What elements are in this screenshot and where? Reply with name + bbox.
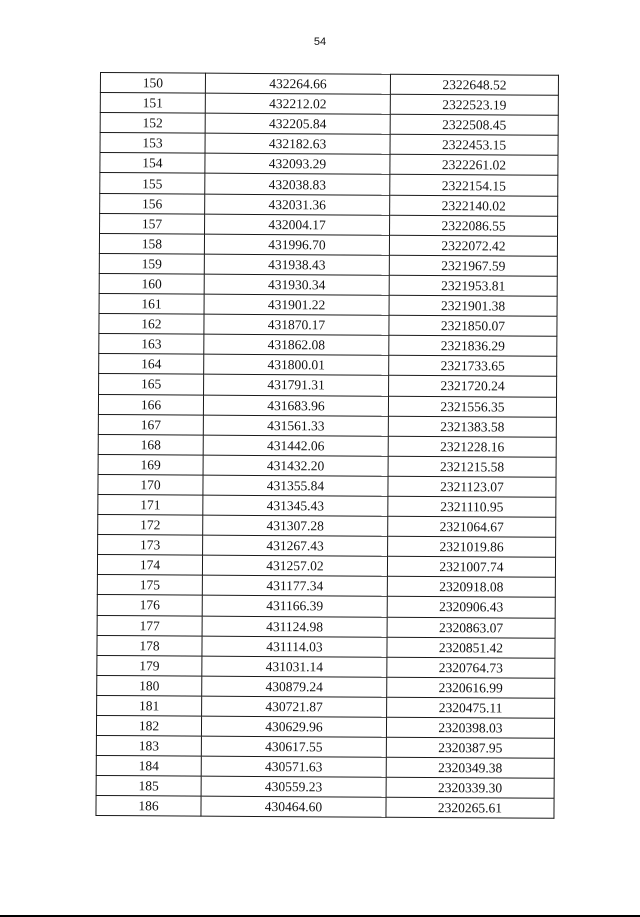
table-row bbox=[99, 253, 557, 276]
x-coordinate-cell: 432093.29 bbox=[205, 154, 390, 175]
table-row bbox=[99, 233, 557, 256]
x-coordinate-cell: 432212.02 bbox=[205, 93, 390, 114]
x-coordinate-cell: 431114.03 bbox=[202, 636, 387, 657]
y-coordinate-cell: 2321556.35 bbox=[388, 396, 556, 417]
table-row bbox=[100, 73, 558, 96]
x-coordinate-cell: 432031.36 bbox=[205, 194, 390, 215]
point-number-cell: 185 bbox=[96, 776, 201, 797]
point-number-cell: 164 bbox=[99, 354, 204, 375]
point-number-cell: 182 bbox=[96, 715, 201, 736]
point-number-cell: 168 bbox=[98, 434, 203, 455]
table-row bbox=[97, 655, 555, 678]
point-number-cell: 153 bbox=[100, 133, 205, 154]
x-coordinate-cell: 430617.55 bbox=[201, 736, 386, 757]
y-coordinate-cell: 2322453.15 bbox=[390, 135, 558, 156]
y-coordinate-cell: 2321901.38 bbox=[389, 295, 557, 316]
table-row bbox=[96, 756, 554, 779]
table-row bbox=[99, 294, 557, 317]
point-number-cell: 156 bbox=[100, 193, 205, 214]
x-coordinate-cell: 431901.22 bbox=[204, 294, 389, 315]
point-number-cell: 161 bbox=[99, 294, 204, 315]
y-coordinate-cell: 2320349.38 bbox=[386, 757, 554, 778]
point-number-cell: 173 bbox=[98, 535, 203, 556]
table-row bbox=[98, 454, 556, 477]
x-coordinate-cell: 430571.63 bbox=[201, 756, 386, 777]
table-row bbox=[98, 494, 556, 517]
coordinates-table bbox=[95, 72, 559, 819]
point-number-cell: 155 bbox=[100, 173, 205, 194]
x-coordinate-cell: 432004.17 bbox=[205, 214, 390, 235]
y-coordinate-cell: 2322648.52 bbox=[390, 74, 558, 95]
y-coordinate-cell: 2321953.81 bbox=[389, 275, 557, 296]
table-row bbox=[98, 394, 556, 417]
table-row bbox=[99, 374, 557, 397]
x-coordinate-cell: 432264.66 bbox=[205, 73, 390, 94]
x-coordinate-cell: 431031.14 bbox=[202, 656, 387, 677]
x-coordinate-cell: 431938.43 bbox=[204, 254, 389, 275]
point-number-cell: 162 bbox=[99, 314, 204, 335]
x-coordinate-cell: 431930.34 bbox=[204, 274, 389, 295]
point-number-cell: 172 bbox=[98, 515, 203, 536]
point-number-cell: 184 bbox=[96, 756, 201, 777]
table-row bbox=[97, 675, 555, 698]
y-coordinate-cell: 2321850.07 bbox=[389, 315, 557, 336]
y-coordinate-cell: 2321383.58 bbox=[388, 416, 556, 437]
point-number-cell: 181 bbox=[97, 695, 202, 716]
table-row bbox=[96, 776, 554, 799]
table-row bbox=[98, 414, 556, 437]
y-coordinate-cell: 2320851.42 bbox=[387, 637, 555, 658]
table-row bbox=[100, 173, 558, 196]
table-row bbox=[100, 193, 558, 216]
x-coordinate-cell: 430464.60 bbox=[201, 797, 386, 818]
table-row bbox=[99, 273, 557, 296]
x-coordinate-cell: 431996.70 bbox=[204, 234, 389, 255]
table-row bbox=[99, 334, 557, 357]
x-coordinate-cell: 431307.28 bbox=[203, 515, 388, 536]
point-number-cell: 175 bbox=[97, 575, 202, 596]
coordinates-table-container bbox=[95, 72, 559, 819]
x-coordinate-cell: 431166.39 bbox=[202, 596, 387, 617]
y-coordinate-cell: 2321720.24 bbox=[389, 376, 557, 397]
table-row bbox=[100, 153, 558, 176]
point-number-cell: 150 bbox=[100, 73, 205, 94]
y-coordinate-cell: 2322261.02 bbox=[390, 155, 558, 176]
point-number-cell: 165 bbox=[99, 374, 204, 395]
point-number-cell: 171 bbox=[98, 494, 203, 515]
y-coordinate-cell: 2321019.86 bbox=[388, 536, 556, 557]
table-row bbox=[100, 113, 558, 136]
point-number-cell: 167 bbox=[98, 414, 203, 435]
point-number-cell: 174 bbox=[97, 555, 202, 576]
table-row bbox=[97, 575, 555, 598]
table-row bbox=[100, 213, 558, 236]
y-coordinate-cell: 2322523.19 bbox=[390, 94, 558, 115]
point-number-cell: 154 bbox=[100, 153, 205, 174]
point-number-cell: 163 bbox=[99, 334, 204, 355]
table-row bbox=[96, 736, 554, 759]
x-coordinate-cell: 430629.96 bbox=[201, 716, 386, 737]
y-coordinate-cell: 2321836.29 bbox=[389, 335, 557, 356]
point-number-cell: 158 bbox=[99, 233, 204, 254]
x-coordinate-cell: 432038.83 bbox=[205, 174, 390, 195]
table-row bbox=[96, 715, 554, 738]
y-coordinate-cell: 2320475.11 bbox=[387, 697, 555, 718]
y-coordinate-cell: 2321007.74 bbox=[387, 557, 555, 578]
x-coordinate-cell: 430559.23 bbox=[201, 776, 386, 797]
point-number-cell: 159 bbox=[99, 253, 204, 274]
y-coordinate-cell: 2322154.15 bbox=[390, 175, 558, 196]
table-row bbox=[97, 615, 555, 638]
x-coordinate-cell: 431432.20 bbox=[203, 455, 388, 476]
y-coordinate-cell: 2322086.55 bbox=[390, 215, 558, 236]
x-coordinate-cell: 431561.33 bbox=[203, 415, 388, 436]
x-coordinate-cell: 431683.96 bbox=[203, 395, 388, 416]
x-coordinate-cell: 432182.63 bbox=[205, 133, 390, 154]
y-coordinate-cell: 2321064.67 bbox=[388, 516, 556, 537]
point-number-cell: 178 bbox=[97, 635, 202, 656]
y-coordinate-cell: 2321967.59 bbox=[389, 255, 557, 276]
point-number-cell: 183 bbox=[96, 736, 201, 757]
x-coordinate-cell: 431124.98 bbox=[202, 616, 387, 637]
y-coordinate-cell: 2320764.73 bbox=[387, 657, 555, 678]
y-coordinate-cell: 2322508.45 bbox=[390, 114, 558, 135]
point-number-cell: 169 bbox=[98, 454, 203, 475]
y-coordinate-cell: 2322140.02 bbox=[390, 195, 558, 216]
y-coordinate-cell: 2320616.99 bbox=[387, 677, 555, 698]
y-coordinate-cell: 2320398.03 bbox=[386, 717, 554, 738]
point-number-cell: 179 bbox=[97, 655, 202, 676]
table-row bbox=[98, 535, 556, 558]
table-row bbox=[98, 515, 556, 538]
table-row bbox=[98, 474, 556, 497]
y-coordinate-cell: 2320339.30 bbox=[386, 778, 554, 799]
coordinates-table-body bbox=[96, 73, 559, 819]
table-row bbox=[97, 695, 555, 718]
x-coordinate-cell: 430879.24 bbox=[202, 676, 387, 697]
point-number-cell: 176 bbox=[97, 595, 202, 616]
x-coordinate-cell: 430721.87 bbox=[202, 696, 387, 717]
point-number-cell: 152 bbox=[100, 113, 205, 134]
page-number: 54 bbox=[313, 36, 327, 48]
point-number-cell: 157 bbox=[100, 213, 205, 234]
x-coordinate-cell: 431177.34 bbox=[202, 575, 387, 596]
y-coordinate-cell: 2321228.16 bbox=[388, 436, 556, 457]
table-row bbox=[98, 434, 556, 457]
y-coordinate-cell: 2321123.07 bbox=[388, 476, 556, 497]
point-number-cell: 186 bbox=[96, 796, 201, 817]
y-coordinate-cell: 2322072.42 bbox=[389, 235, 557, 256]
y-coordinate-cell: 2320387.95 bbox=[386, 737, 554, 758]
point-number-cell: 177 bbox=[97, 615, 202, 636]
point-number-cell: 160 bbox=[99, 273, 204, 294]
table-row bbox=[100, 93, 558, 116]
x-coordinate-cell: 431345.43 bbox=[203, 495, 388, 516]
table-row bbox=[97, 555, 555, 578]
y-coordinate-cell: 2320906.43 bbox=[387, 597, 555, 618]
x-coordinate-cell: 431800.01 bbox=[204, 354, 389, 375]
x-coordinate-cell: 431257.02 bbox=[202, 555, 387, 576]
x-coordinate-cell: 431442.06 bbox=[203, 435, 388, 456]
x-coordinate-cell: 431870.17 bbox=[204, 314, 389, 335]
point-number-cell: 166 bbox=[98, 394, 203, 415]
y-coordinate-cell: 2321215.58 bbox=[388, 456, 556, 477]
y-coordinate-cell: 2321110.95 bbox=[388, 496, 556, 517]
point-number-cell: 170 bbox=[98, 474, 203, 495]
point-number-cell: 151 bbox=[100, 93, 205, 114]
x-coordinate-cell: 431862.08 bbox=[204, 334, 389, 355]
x-coordinate-cell: 431791.31 bbox=[204, 375, 389, 396]
table-row bbox=[100, 133, 558, 156]
table-row bbox=[97, 595, 555, 618]
y-coordinate-cell: 2320918.08 bbox=[387, 577, 555, 598]
table-row bbox=[96, 796, 554, 819]
y-coordinate-cell: 2320863.07 bbox=[387, 617, 555, 638]
table-row bbox=[99, 314, 557, 337]
point-number-cell: 180 bbox=[97, 675, 202, 696]
table-row bbox=[99, 354, 557, 377]
x-coordinate-cell: 431267.43 bbox=[203, 535, 388, 556]
table-row bbox=[97, 635, 555, 658]
y-coordinate-cell: 2320265.61 bbox=[386, 798, 554, 819]
x-coordinate-cell: 432205.84 bbox=[205, 113, 390, 134]
x-coordinate-cell: 431355.84 bbox=[203, 475, 388, 496]
y-coordinate-cell: 2321733.65 bbox=[389, 356, 557, 377]
